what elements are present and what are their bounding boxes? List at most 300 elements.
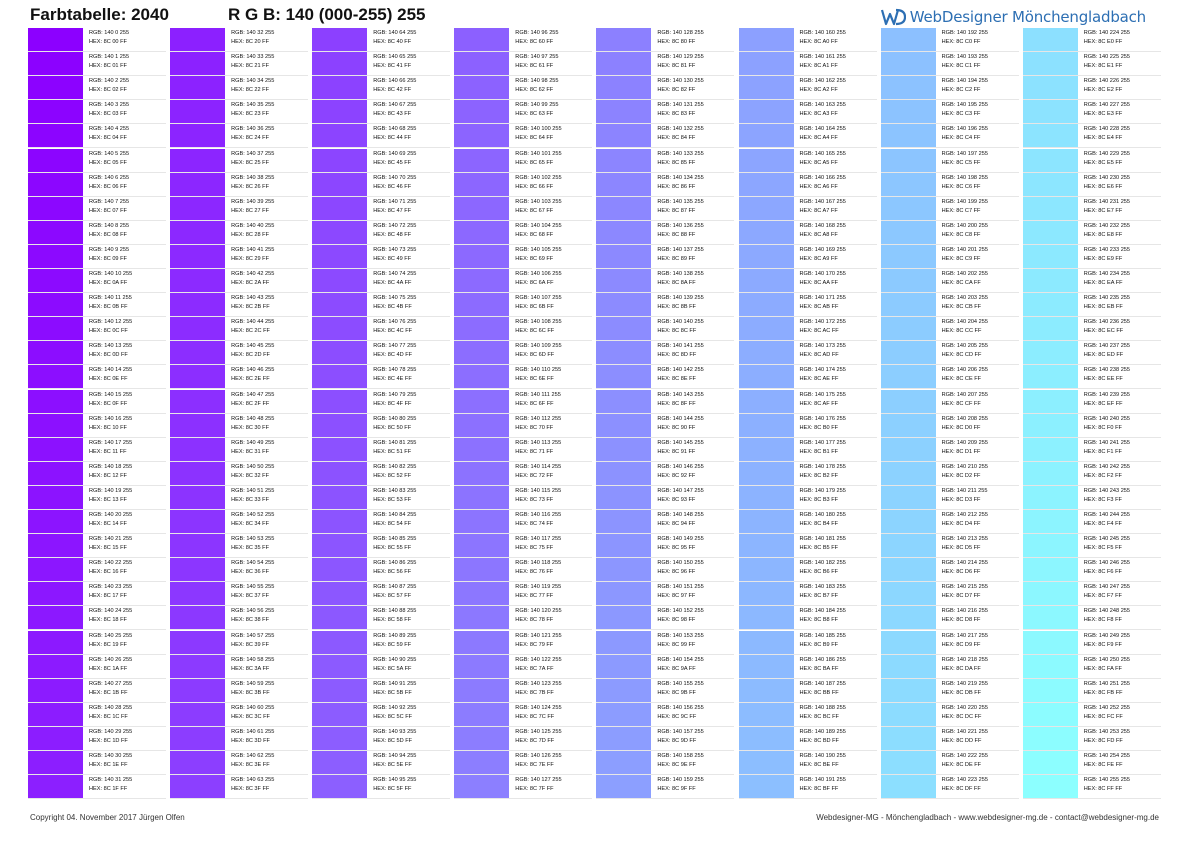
color-label <box>942 439 1019 457</box>
color-row <box>170 582 308 606</box>
hex-value: HEX: 8C E8 FF <box>1083 231 1123 238</box>
color-row <box>1023 221 1161 245</box>
rgb-value: RGB: 140 81 255 <box>373 439 417 446</box>
hex-value: HEX: 8C 3E FF <box>231 762 270 768</box>
color-label <box>515 318 592 336</box>
hex-value: HEX: 8C 5D FF <box>373 737 413 744</box>
color-row <box>312 221 450 245</box>
hex-value: HEX: 8C D0 FF <box>941 424 981 431</box>
rgb-value: RGB: 140 34 255 <box>231 78 275 85</box>
color-swatch <box>170 269 225 292</box>
color-swatch <box>28 703 83 726</box>
color-swatch <box>881 679 936 702</box>
rgb-value: RGB: 140 110 255 <box>515 367 562 374</box>
hex-value: HEX: 8C 0C FF <box>89 328 128 335</box>
color-swatch <box>596 52 651 75</box>
color-row <box>454 462 592 486</box>
color-row <box>312 462 450 486</box>
color-row <box>454 293 592 317</box>
color-swatch <box>454 341 509 364</box>
color-row <box>28 52 166 76</box>
color-label <box>800 77 877 95</box>
color-row <box>596 269 734 293</box>
rgb-value: RGB: 140 187 255 <box>799 680 846 687</box>
rgb-value: RGB: 140 226 255 <box>1083 78 1131 85</box>
color-swatch <box>1023 582 1078 605</box>
hex-value: HEX: 8C C5 FF <box>941 159 981 166</box>
rgb-value: RGB: 140 35 255 <box>231 102 275 109</box>
logo-icon <box>880 7 906 27</box>
hex-value: HEX: 8C 05 FF <box>89 159 127 166</box>
color-label <box>800 463 877 481</box>
color-swatch <box>170 775 225 798</box>
color-swatch <box>312 221 367 244</box>
color-swatch <box>454 269 509 292</box>
hex-value: HEX: 8C 1A FF <box>89 665 128 672</box>
rgb-value: RGB: 140 174 255 <box>799 367 846 374</box>
color-row <box>739 76 877 100</box>
rgb-value: RGB: 140 161 255 <box>799 54 846 61</box>
hex-value: HEX: 8C FE FF <box>1083 762 1123 768</box>
color-row <box>28 269 166 293</box>
hex-value: HEX: 8C 6F FF <box>515 400 554 407</box>
color-row <box>454 558 592 582</box>
color-column <box>739 28 877 800</box>
rgb-value: RGB: 140 119 255 <box>515 584 562 591</box>
hex-value: HEX: 8C 86 FF <box>657 183 696 190</box>
hex-value: HEX: 8C 51 FF <box>373 448 412 455</box>
hex-value: HEX: 8C F1 FF <box>1083 448 1122 455</box>
color-swatch <box>312 534 367 557</box>
color-label <box>515 415 592 433</box>
rgb-value: RGB: 140 36 255 <box>231 126 275 133</box>
hex-value: HEX: 8C E2 FF <box>1083 87 1123 94</box>
rgb-value: RGB: 140 166 255 <box>799 174 846 181</box>
color-label <box>89 704 166 722</box>
color-swatch <box>1023 197 1078 220</box>
hex-value: HEX: 8C A9 FF <box>799 255 838 262</box>
color-label <box>373 294 450 312</box>
rgb-value: RGB: 140 151 255 <box>657 584 704 591</box>
hex-value: HEX: 8C 45 FF <box>373 159 412 166</box>
hex-value: HEX: 8C 70 FF <box>515 424 554 431</box>
color-label <box>1084 680 1161 698</box>
color-row <box>28 341 166 365</box>
color-label <box>89 53 166 71</box>
rgb-value: RGB: 140 1 255 <box>89 54 130 61</box>
color-row <box>596 76 734 100</box>
color-swatch <box>739 365 794 388</box>
hex-value: HEX: 8C 76 FF <box>515 569 554 576</box>
color-swatch <box>881 462 936 485</box>
color-row <box>454 28 592 52</box>
hex-value: HEX: 8C D1 FF <box>941 448 981 455</box>
color-swatch <box>1023 703 1078 726</box>
color-swatch <box>739 606 794 629</box>
hex-value: HEX: 8C 2B FF <box>231 304 270 311</box>
color-label <box>373 463 450 481</box>
hex-value: HEX: 8C 47 FF <box>373 207 412 214</box>
color-swatch <box>312 293 367 316</box>
hex-value: HEX: 8C 8B FF <box>657 304 696 311</box>
color-label <box>657 294 734 312</box>
color-label <box>1084 415 1161 433</box>
rgb-value: RGB: 140 209 255 <box>941 439 988 446</box>
color-label <box>657 511 734 529</box>
color-row <box>28 775 166 799</box>
color-label <box>373 342 450 360</box>
color-column <box>28 28 166 800</box>
hex-value: HEX: 8C 81 FF <box>657 63 696 70</box>
color-label <box>515 391 592 409</box>
color-swatch <box>881 100 936 123</box>
rgb-value: RGB: 140 231 255 <box>1083 198 1131 205</box>
color-row <box>596 534 734 558</box>
rgb-value: RGB: 140 144 255 <box>657 415 704 422</box>
color-swatch <box>170 317 225 340</box>
hex-value: HEX: 8C 09 FF <box>89 255 127 262</box>
color-label <box>942 101 1019 119</box>
hex-value: HEX: 8C 9C FF <box>657 713 697 720</box>
hex-value: HEX: 8C 31 FF <box>231 448 270 455</box>
color-swatch <box>881 606 936 629</box>
color-row <box>170 534 308 558</box>
color-swatch <box>170 197 225 220</box>
color-label <box>800 535 877 553</box>
color-label <box>373 752 450 770</box>
color-label <box>231 463 308 481</box>
color-label <box>942 535 1019 553</box>
color-swatch <box>312 76 367 99</box>
rgb-value: RGB: 140 18 255 <box>89 463 133 470</box>
rgb-value: RGB: 140 179 255 <box>799 487 846 494</box>
hex-value: HEX: 8C 35 FF <box>231 545 270 552</box>
color-label <box>373 198 450 216</box>
rgb-value: RGB: 140 219 255 <box>941 680 988 687</box>
color-row <box>28 100 166 124</box>
color-label <box>657 366 734 384</box>
hex-value: HEX: 8C FF FF <box>1083 786 1123 793</box>
rgb-value: RGB: 140 131 255 <box>657 102 704 109</box>
color-label <box>515 704 592 722</box>
rgb-value: RGB: 140 80 255 <box>373 415 417 422</box>
color-row <box>1023 197 1161 221</box>
color-row <box>170 414 308 438</box>
rgb-value: RGB: 140 242 255 <box>1083 463 1131 470</box>
color-label <box>231 29 308 47</box>
hex-value: HEX: 8C 63 FF <box>515 111 554 118</box>
hex-value: HEX: 8C 94 FF <box>657 521 696 527</box>
color-swatch <box>312 486 367 509</box>
color-label <box>942 294 1019 312</box>
hex-value: HEX: 8C 6A FF <box>515 280 554 286</box>
color-row <box>881 703 1019 727</box>
color-row <box>28 365 166 389</box>
color-label <box>1084 463 1161 481</box>
color-label <box>942 487 1019 505</box>
color-label <box>800 415 877 433</box>
color-row <box>739 269 877 293</box>
rgb-value: RGB: 140 167 255 <box>799 198 846 205</box>
color-row <box>312 558 450 582</box>
row-divider <box>739 798 877 799</box>
color-label <box>89 680 166 698</box>
rgb-value: RGB: 140 7 255 <box>89 198 130 205</box>
color-swatch <box>1023 727 1078 750</box>
color-row <box>1023 245 1161 269</box>
color-row <box>170 703 308 727</box>
color-label <box>231 680 308 698</box>
rgb-value: RGB: 140 98 255 <box>515 78 559 85</box>
color-label <box>942 125 1019 143</box>
rgb-value: RGB: 140 188 255 <box>799 704 846 711</box>
color-swatch <box>312 679 367 702</box>
hex-value: HEX: 8C 54 FF <box>373 521 412 527</box>
color-swatch <box>28 317 83 340</box>
color-label <box>515 270 592 288</box>
color-label <box>800 391 877 409</box>
rgb-value: RGB: 140 145 255 <box>657 439 704 446</box>
rgb-value: RGB: 140 74 255 <box>373 271 417 277</box>
color-label <box>942 607 1019 625</box>
rgb-value: RGB: 140 23 255 <box>89 584 133 591</box>
rgb-value: RGB: 140 95 255 <box>373 777 417 784</box>
color-row <box>596 293 734 317</box>
color-row <box>881 269 1019 293</box>
color-label <box>373 270 450 288</box>
rgb-value: RGB: 140 17 255 <box>89 439 133 446</box>
color-swatch <box>28 100 83 123</box>
hex-value: HEX: 8C 92 FF <box>657 472 696 479</box>
color-label <box>942 415 1019 433</box>
rgb-value: RGB: 140 210 255 <box>941 463 988 470</box>
color-label <box>373 511 450 529</box>
color-row <box>454 365 592 389</box>
color-row <box>596 631 734 655</box>
hex-value: HEX: 8C 74 FF <box>515 521 554 527</box>
color-row <box>881 414 1019 438</box>
color-row <box>739 727 877 751</box>
hex-value: HEX: 8C 66 FF <box>515 183 554 190</box>
color-row <box>312 631 450 655</box>
hex-value: HEX: 8C 61 FF <box>515 63 554 70</box>
color-swatch <box>170 52 225 75</box>
rgb-value: RGB: 140 31 255 <box>89 777 133 784</box>
color-swatch <box>596 245 651 268</box>
color-row <box>1023 173 1161 197</box>
color-label <box>89 174 166 192</box>
hex-value: HEX: 8C 24 FF <box>231 135 270 142</box>
hex-value: HEX: 8C B9 FF <box>799 641 839 648</box>
color-row <box>28 414 166 438</box>
color-row <box>596 197 734 221</box>
rgb-value: RGB: 140 183 255 <box>799 584 846 591</box>
color-row <box>739 438 877 462</box>
rgb-value: RGB: 140 56 255 <box>231 608 275 615</box>
hex-value: HEX: 8C DE FF <box>941 762 982 768</box>
color-swatch <box>170 751 225 774</box>
color-label <box>515 463 592 481</box>
color-swatch <box>881 293 936 316</box>
color-row <box>312 414 450 438</box>
hex-value: HEX: 8C 1E FF <box>89 762 128 768</box>
color-label <box>373 318 450 336</box>
rgb-value: RGB: 140 11 255 <box>89 295 132 302</box>
hex-value: HEX: 8C 2C FF <box>231 328 270 335</box>
rgb-value: RGB: 140 65 255 <box>373 54 417 61</box>
color-label <box>942 632 1019 650</box>
rgb-value: RGB: 140 13 255 <box>89 343 133 350</box>
color-row <box>312 703 450 727</box>
rgb-value: RGB: 140 59 255 <box>231 680 275 687</box>
color-label <box>1084 366 1161 384</box>
color-label <box>942 342 1019 360</box>
color-row <box>1023 582 1161 606</box>
color-label <box>657 318 734 336</box>
hex-value: HEX: 8C EF FF <box>1083 400 1123 407</box>
rgb-value: RGB: 140 138 255 <box>657 271 704 277</box>
hex-value: HEX: 8C 2F FF <box>231 400 270 407</box>
color-swatch <box>312 341 367 364</box>
hex-value: HEX: 8C E5 FF <box>1083 159 1123 166</box>
color-row <box>170 631 308 655</box>
color-row <box>454 317 592 341</box>
rgb-value: RGB: 140 206 255 <box>941 367 988 374</box>
hex-value: HEX: 8C 67 FF <box>515 207 554 214</box>
rgb-value: RGB: 140 27 255 <box>89 680 133 687</box>
hex-value: HEX: 8C C4 FF <box>941 135 981 142</box>
color-swatch <box>739 462 794 485</box>
hex-value: HEX: 8C 10 FF <box>89 424 127 431</box>
hex-value: HEX: 8C 2A FF <box>231 280 270 286</box>
rgb-value: RGB: 140 103 255 <box>515 198 562 205</box>
color-row <box>881 28 1019 52</box>
color-label <box>515 125 592 143</box>
color-row <box>881 365 1019 389</box>
rgb-value: RGB: 140 79 255 <box>373 391 417 398</box>
color-row <box>881 582 1019 606</box>
hex-value: HEX: 8C CA FF <box>941 280 981 286</box>
hex-value: HEX: 8C 9F FF <box>657 786 696 793</box>
hex-value: HEX: 8C 2E FF <box>231 376 270 383</box>
color-swatch <box>454 124 509 147</box>
rgb-value: RGB: 140 43 255 <box>231 295 275 302</box>
color-swatch <box>739 293 794 316</box>
hex-value: HEX: 8C 25 FF <box>231 159 270 166</box>
color-label <box>942 680 1019 698</box>
color-swatch <box>454 100 509 123</box>
hex-value: HEX: 8C 65 FF <box>515 159 554 166</box>
hex-value: HEX: 8C 7A FF <box>515 665 554 672</box>
color-label <box>657 559 734 577</box>
color-label <box>1084 776 1161 794</box>
color-label <box>373 53 450 71</box>
rgb-value: RGB: 140 87 255 <box>373 584 417 591</box>
color-swatch <box>28 727 83 750</box>
color-label <box>1084 150 1161 168</box>
color-swatch <box>170 221 225 244</box>
color-label <box>515 222 592 240</box>
color-row <box>170 245 308 269</box>
color-label <box>800 607 877 625</box>
color-swatch <box>28 124 83 147</box>
color-row <box>1023 52 1161 76</box>
hex-value: HEX: 8C 4B FF <box>373 304 412 311</box>
rgb-value: RGB: 140 164 255 <box>799 126 846 133</box>
hex-value: HEX: 8C 75 FF <box>515 545 554 552</box>
color-label <box>1084 728 1161 746</box>
color-swatch <box>881 775 936 798</box>
color-row <box>28 76 166 100</box>
color-row <box>170 558 308 582</box>
hex-value: HEX: 8C 2D FF <box>231 352 270 359</box>
color-swatch <box>739 534 794 557</box>
hex-value: HEX: 8C 93 FF <box>657 496 696 503</box>
color-swatch <box>170 655 225 678</box>
color-swatch <box>312 462 367 485</box>
hex-value: HEX: 8C 0F FF <box>89 400 128 407</box>
hex-value: HEX: 8C 6B FF <box>515 304 554 311</box>
hex-value: HEX: 8C A0 FF <box>799 39 838 45</box>
rgb-value: RGB: 140 165 255 <box>799 150 846 157</box>
color-swatch <box>28 293 83 316</box>
rgb-value: RGB: 140 54 255 <box>231 560 275 567</box>
color-row <box>312 775 450 799</box>
color-row <box>739 28 877 52</box>
hex-value: HEX: 8C 72 FF <box>515 472 554 479</box>
color-row <box>454 124 592 148</box>
hex-value: HEX: 8C 03 FF <box>89 111 127 118</box>
hex-value: HEX: 8C BE FF <box>799 762 839 768</box>
color-row <box>312 390 450 414</box>
color-label <box>800 270 877 288</box>
color-swatch <box>1023 534 1078 557</box>
color-row <box>312 173 450 197</box>
rgb-value: RGB: 140 163 255 <box>799 102 846 109</box>
rgb-value: RGB: 140 127 255 <box>515 777 562 784</box>
hex-value: HEX: 8C 0B FF <box>89 304 128 311</box>
color-swatch <box>596 775 651 798</box>
color-swatch <box>739 510 794 533</box>
hex-value: HEX: 8C 36 FF <box>231 569 270 576</box>
hex-value: HEX: 8C 44 FF <box>373 135 412 142</box>
hex-value: HEX: 8C B5 FF <box>799 545 839 552</box>
color-swatch <box>596 149 651 172</box>
color-swatch <box>881 631 936 654</box>
color-label <box>657 101 734 119</box>
color-label <box>942 246 1019 264</box>
color-swatch <box>1023 655 1078 678</box>
rgb-value: RGB: 140 148 255 <box>657 512 704 518</box>
hex-value: HEX: 8C 97 FF <box>657 593 696 600</box>
hex-value: HEX: 8C 83 FF <box>657 111 696 118</box>
hex-value: HEX: 8C 3B FF <box>231 689 270 696</box>
color-swatch <box>881 124 936 147</box>
color-label <box>89 776 166 794</box>
hex-value: HEX: 8C F7 FF <box>1083 593 1122 600</box>
color-label <box>800 656 877 674</box>
rgb-value: RGB: 140 25 255 <box>89 632 133 639</box>
color-row <box>170 679 308 703</box>
color-label <box>231 728 308 746</box>
color-label <box>1084 294 1161 312</box>
color-swatch <box>170 727 225 750</box>
hex-value: HEX: 8C 14 FF <box>89 521 127 527</box>
rgb-value: RGB: 140 61 255 <box>231 728 275 735</box>
hex-value: HEX: 8C 82 FF <box>657 87 696 94</box>
color-row <box>1023 28 1161 52</box>
rgb-value: RGB: 140 247 255 <box>1083 584 1131 591</box>
